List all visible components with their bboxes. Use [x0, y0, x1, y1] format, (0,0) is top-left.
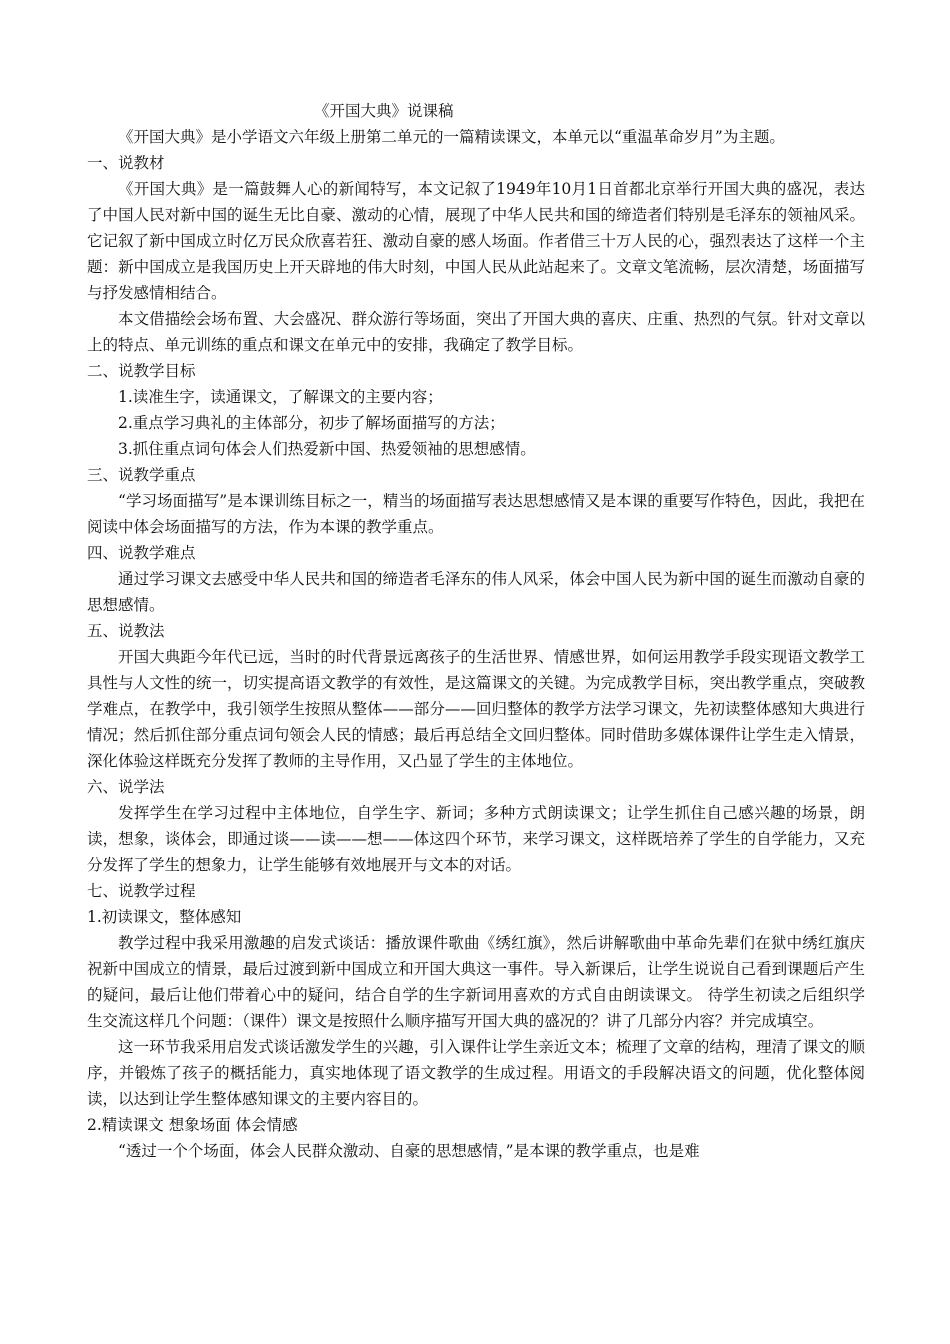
textbook-paragraph-1: 《开国大典》是一篇鼓舞人心的新闻特写，本文记叙了1949年10月1日首都北京举行开国大典的盛况，表达了中国人民对新中国的诞生无比自豪、激动的心情，展现了中华人民共和国的缔造者们特别是毛泽东的领袖风采。它记叙了新中国成立时亿万民众欣喜若狂、激动自豪的感人场面。作者借三十万人民的心，强烈表达了这样一个主题：新中国成立是我国历史上开天辟地的伟大时刻，中国人民从此站起来了。文章文笔流畅，层次清楚，场面描写与抒发感情相结合。 [87, 180, 865, 302]
key-points-paragraph: “学习场面描写”是本课训练目标之一，精当的场面描写表达思想感情又是本课的重要写作特色，因此，我把在阅读中体会场面描写的方法，作为本课的教学重点。 [87, 492, 865, 536]
section-heading-process: 七、说教学过程 [87, 882, 196, 900]
objective-item: 2.重点学习典礼的主体部分，初步了解场面描写的方法； [118, 414, 505, 432]
section-heading-objectives: 二、说教学目标 [87, 362, 196, 380]
process-subheading-1: 1.初读课文，整体感知 [87, 908, 242, 926]
learning-method-paragraph: 发挥学生在学习过程中主体地位，自学生字、新词；多种方式朗读课文；让学生抓住自己感兴趣的场景，朗读，想象，谈体会，即通过谈——读——想——体这四个环节，来学习课文，这样既培养了学生的自学能力，又充分发挥了学生的想象力，让学生能够有效地展开与文本的对话。 [87, 804, 865, 874]
section-heading-key-points: 三、说教学重点 [87, 466, 196, 484]
process-paragraph-3: “透过一个个场面，体会人民群众激动、自豪的思想感情，”是本课的教学重点，也是难 [118, 1142, 700, 1160]
objective-item: 1.读准生字，读通课文，了解课文的主要内容； [118, 388, 443, 406]
section-heading-textbook: 一、说教材 [87, 154, 165, 172]
textbook-paragraph-2: 本文借描绘会场布置、大会盛况、群众游行等场面，突出了开国大典的喜庆、庄重、热烈的气氛。针对文章以上的特点、单元训练的重点和课文在单元中的安排，我确定了教学目标。 [87, 310, 865, 354]
document-page [87, 98, 865, 1164]
difficulties-paragraph: 通过学习课文去感受中华人民共和国的缔造者毛泽东的伟人风采，体会中国人民为新中国的诞生而激动自豪的思想感情。 [87, 570, 865, 614]
process-subheading-2: 2.精读课文 想象场面 体会情感 [87, 1116, 298, 1134]
objective-item: 3.抓住重点词句体会人们热爱新中国、热爱领袖的思想感情。 [118, 440, 536, 458]
section-heading-teaching-method: 五、说教法 [87, 622, 165, 640]
teaching-method-paragraph: 开国大典距今年代已远，当时的时代背景远离孩子的生活世界、情感世界，如何运用教学手段实现语文教学工具性与人文性的统一，切实提高语文教学的有效性，是这篇课文的关键。为完成教学目标，突出教学重点，突破教学难点，在教学中，我引领学生按照从整体——部分——回归整体的教学方法学习课文，先初读整体感知大典进行情况；然后抓住部分重点词句领会人民的情感；最后再总结全文回归整体。同时借助多媒体课件让学生走入情景，深化体验这样既充分发挥了教师的主导作用，又凸显了学生的主体地位。 [87, 648, 865, 770]
document-title: 《开国大典》说课稿 [314, 102, 454, 120]
section-heading-learning-method: 六、说学法 [87, 778, 165, 796]
intro-paragraph: 《开国大典》是小学语文六年级上册第二单元的一篇精读课文，本单元以“重温革命岁月”为主题。 [118, 128, 785, 146]
process-paragraph-2: 这一环节我采用启发式谈话激发学生的兴趣，引入课件让学生亲近文本；梳理了文章的结构，理清了课文的顺序，并锻炼了孩子的概括能力，真实地体现了语文教学的生成过程。用语文的手段解决语文的问题，优化整体阅读，以达到让学生整体感知课文的主要内容目的。 [87, 1038, 865, 1108]
process-paragraph-1: 教学过程中我采用激趣的启发式谈话：播放课件歌曲《绣红旗》，然后讲解歌曲中革命先辈们在狱中绣红旗庆祝新中国成立的情景，最后过渡到新中国成立和开国大典这一事件。导入新课后，让学生说说自己看到课题后产生的疑问，最后让他们带着心中的疑问，结合自学的生字新词用喜欢的方式自由朗读课文。 待学生初读之后组织学生交流这样几个问题：（课件）课文是按照什么顺序描写开国大典的盛况的？讲了几部分内容？并完成填空。 [87, 934, 865, 1030]
section-heading-difficulties: 四、说教学难点 [87, 544, 196, 562]
